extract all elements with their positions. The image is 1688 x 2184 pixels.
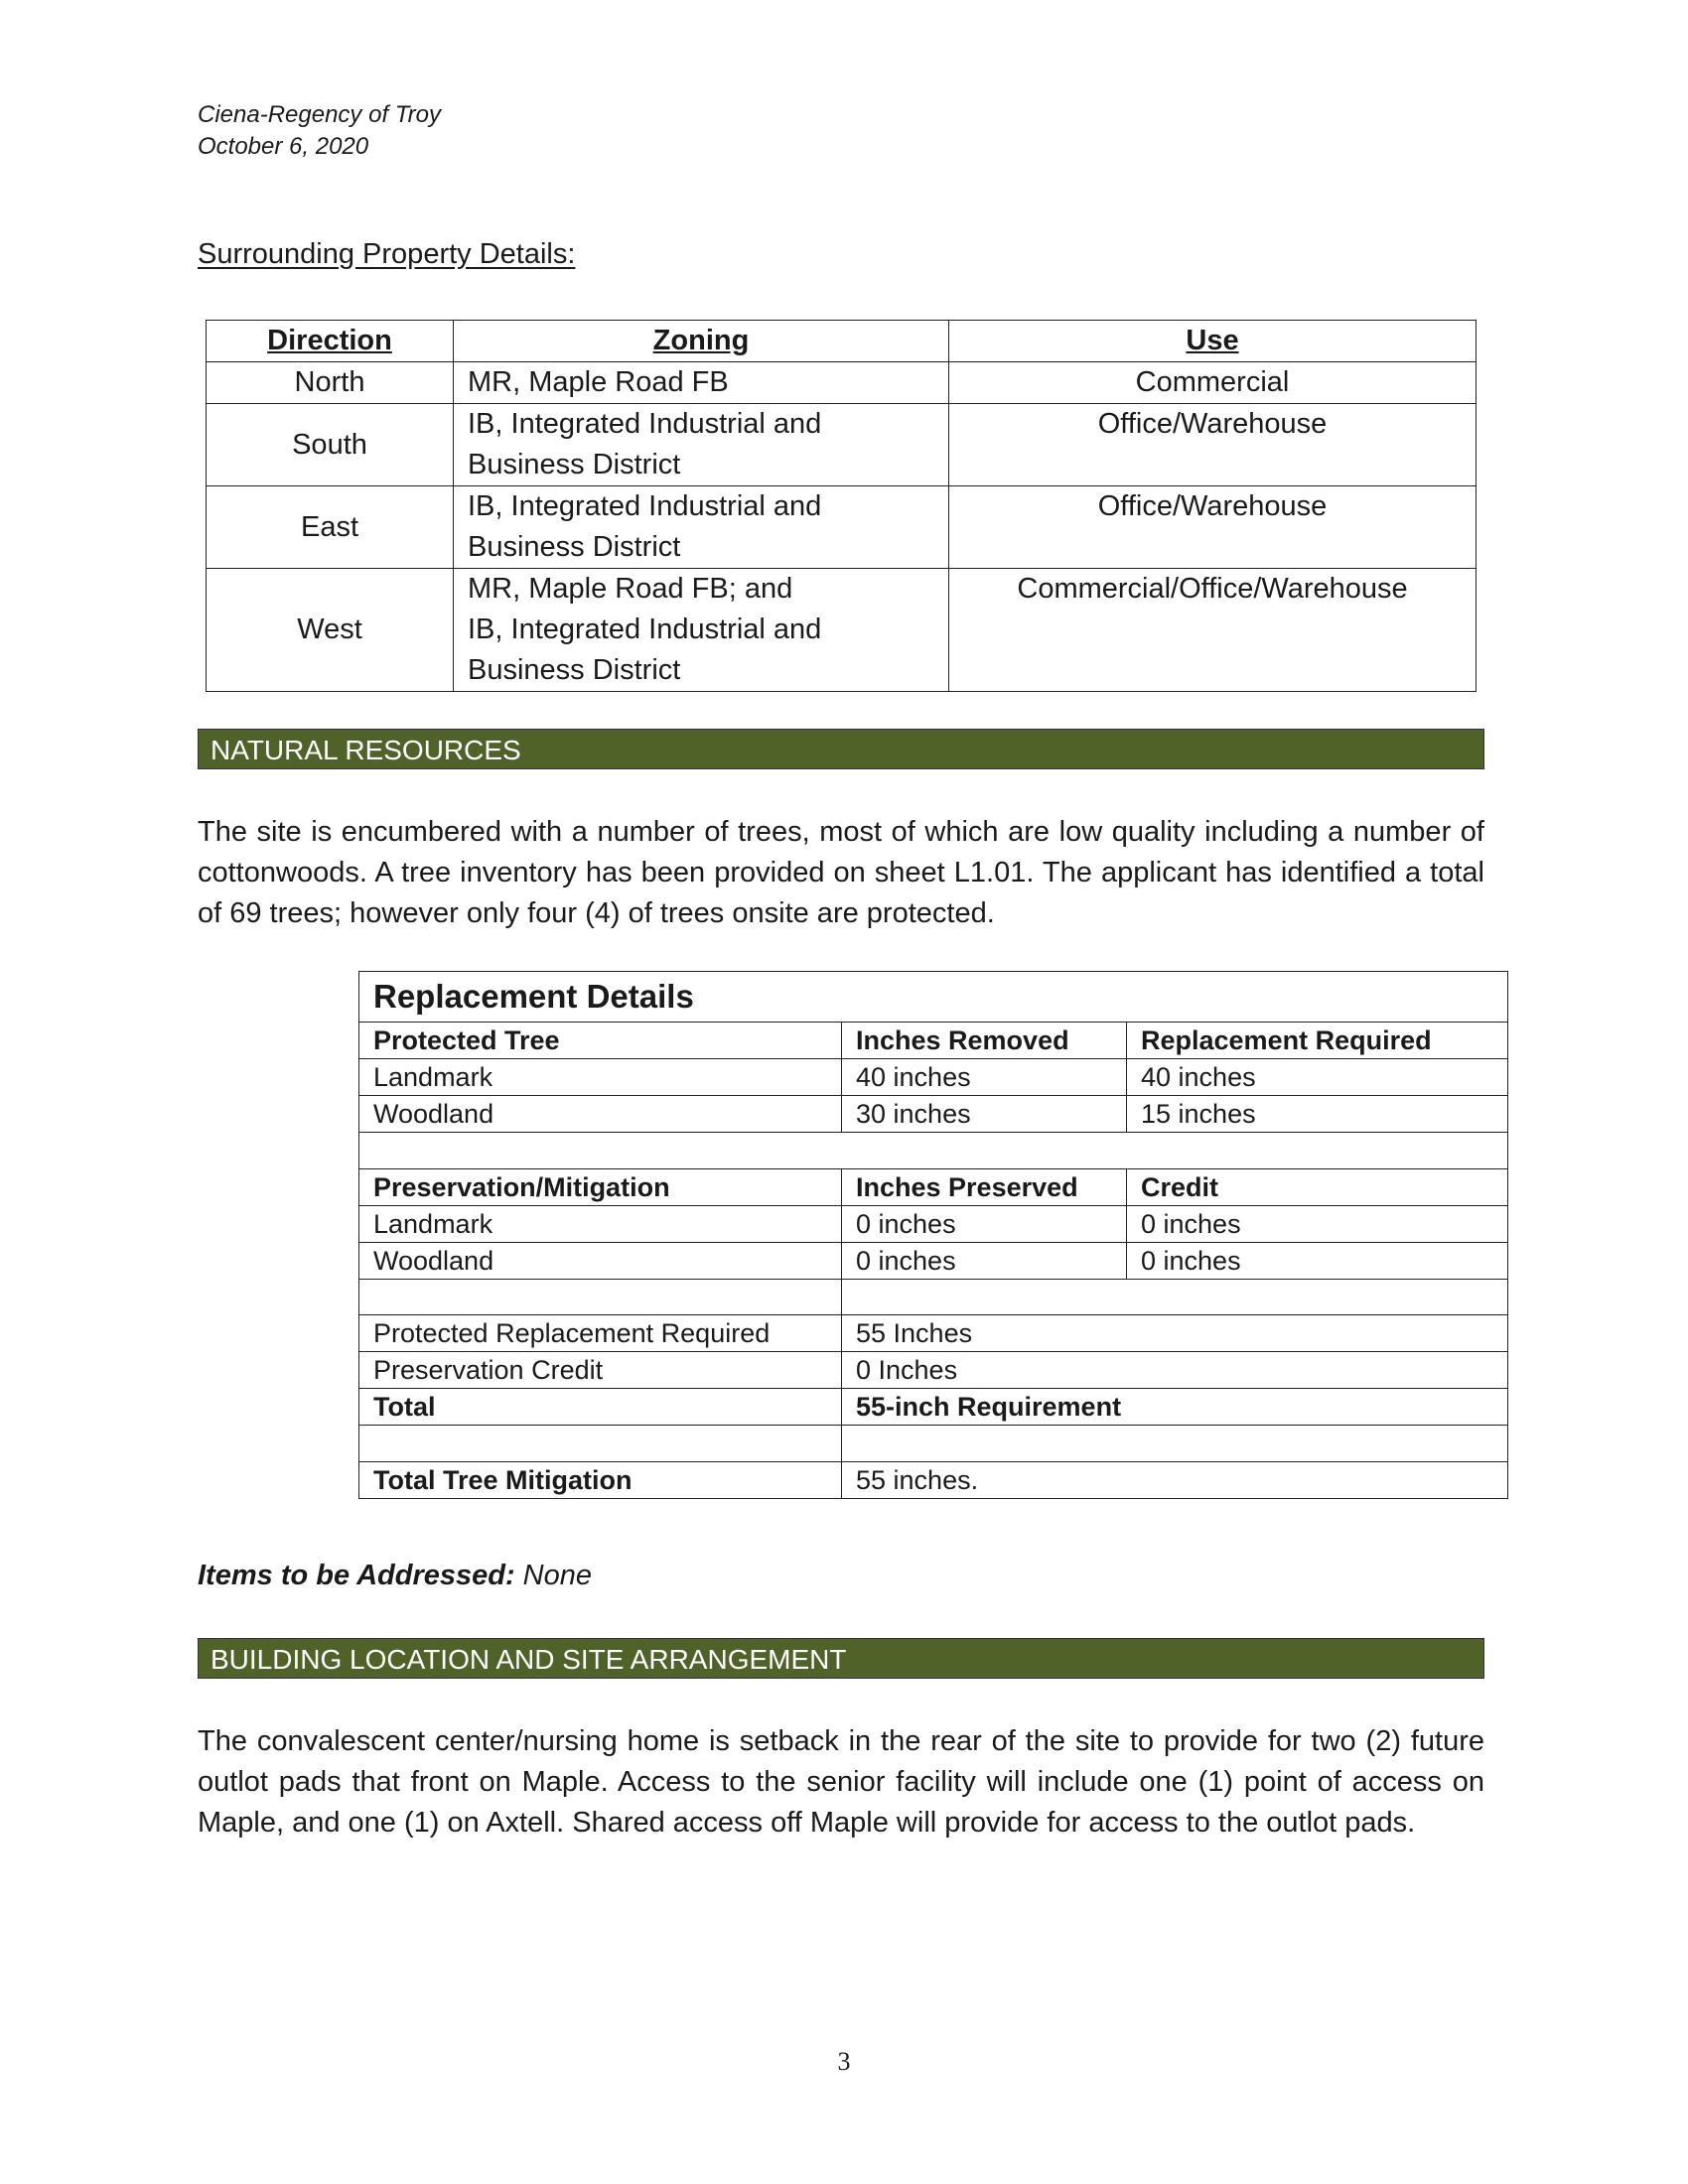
table-row (207, 486, 1477, 569)
tree-type-cell: Woodland (359, 1242, 842, 1279)
table-row (207, 362, 1477, 404)
tree-type-cell: Woodland (359, 1096, 842, 1133)
spacer-cell (359, 1133, 1508, 1169)
table-header-row (359, 1023, 1508, 1059)
tree-type-cell: Landmark (359, 1205, 842, 1242)
zoning-line: MR, Maple Road FB; and (468, 573, 793, 605)
zoning-line: IB, Integrated Industrial and (468, 408, 822, 440)
spacer-cell (842, 1279, 1508, 1315)
table-row (359, 1205, 1508, 1242)
zoning-cell (454, 569, 949, 692)
zoning-cell (454, 404, 949, 486)
table-row (207, 404, 1477, 486)
header-inches-removed: Inches Removed (842, 1023, 1127, 1059)
summary-value: 55 Inches (842, 1315, 1508, 1352)
table-row (359, 1059, 1508, 1096)
zoning-line: Business District (468, 449, 681, 480)
spacer-row (359, 1133, 1508, 1169)
zoning-line: Business District (468, 531, 681, 563)
table-header-row (207, 321, 1477, 362)
replacement-required-cell: 40 inches (1127, 1059, 1508, 1096)
summary-label: Preservation Credit (359, 1352, 842, 1389)
spacer-row (359, 1279, 1508, 1315)
header-inches-preserved: Inches Preserved (842, 1168, 1127, 1205)
spacer-cell (359, 1279, 842, 1315)
replacement-required-cell: 15 inches (1127, 1096, 1508, 1133)
spacer-cell (842, 1426, 1508, 1462)
direction-cell: West (207, 569, 454, 692)
header-preservation: Preservation/Mitigation (359, 1168, 842, 1205)
natural-resources-heading: NATURAL RESOURCES (198, 729, 1484, 769)
building-location-heading: BUILDING LOCATION AND SITE ARRANGEMENT (198, 1638, 1484, 1679)
summary-value: 0 Inches (842, 1352, 1508, 1389)
use-cell: Office/Warehouse (949, 404, 1477, 486)
table-row (359, 1352, 1508, 1389)
zoning-cell (454, 362, 949, 404)
items-label: Items to be Addressed: (198, 1560, 515, 1591)
total-value: 55-inch Requirement (842, 1389, 1508, 1426)
zoning-line: IB, Integrated Industrial and (468, 490, 822, 522)
table-row (359, 1461, 1508, 1498)
use-cell: Office/Warehouse (949, 486, 1477, 569)
header-replacement-required: Replacement Required (1127, 1023, 1508, 1059)
building-location-paragraph: The convalescent center/nursing home is setback in the rear of the site to provide for two (2) future outlot pads that front on Maple. Access to the senior facility will include one (1) point of access on Maple, and one (1) on Axtell. Shared access off Maple will provide for access to the outlot pads. (198, 1725, 1484, 1839)
table-caption-row (359, 972, 1508, 1023)
surrounding-property-table (206, 320, 1477, 692)
header-project: Ciena-Regency of Troy (198, 101, 441, 128)
table-row (359, 1096, 1508, 1133)
zoning-line: MR, Maple Road FB (468, 366, 729, 398)
header-direction: Direction (207, 321, 454, 362)
table-row (359, 1315, 1508, 1352)
total-label: Total (359, 1389, 842, 1426)
direction-cell: North (207, 362, 454, 404)
spacer-row (359, 1426, 1508, 1462)
natural-resources-paragraph: The site is encumbered with a number of trees, most of which are low quality including a number of cottonwoods. A tree inventory has been provided on sheet L1.01. The applicant has identified a total of 69 trees; however only four (4) of trees onsite are protected. (198, 816, 1484, 929)
use-cell: Commercial/Office/Warehouse (949, 569, 1477, 692)
direction-cell: East (207, 486, 454, 569)
header-date: October 6, 2020 (198, 133, 369, 160)
table-row (359, 1389, 1508, 1426)
table-row (359, 1242, 1508, 1279)
surrounding-title: Surrounding Property Details: (198, 238, 576, 270)
table-row (207, 569, 1477, 692)
zoning-line: Business District (468, 654, 681, 686)
inches-removed-cell: 40 inches (842, 1059, 1127, 1096)
summary-label: Protected Replacement Required (359, 1315, 842, 1352)
credit-cell: 0 inches (1127, 1205, 1508, 1242)
header-use: Use (949, 321, 1477, 362)
header-protected-tree: Protected Tree (359, 1023, 842, 1059)
credit-cell: 0 inches (1127, 1242, 1508, 1279)
mitigation-label: Total Tree Mitigation (359, 1461, 842, 1498)
replacement-details-table (358, 971, 1508, 1499)
table-header-row (359, 1168, 1508, 1205)
spacer-cell (359, 1426, 842, 1462)
mitigation-value: 55 inches. (842, 1461, 1508, 1498)
use-cell: Commercial (949, 362, 1477, 404)
tree-type-cell: Landmark (359, 1059, 842, 1096)
inches-removed-cell: 30 inches (842, 1096, 1127, 1133)
items-value: None (514, 1560, 592, 1591)
inches-preserved-cell: 0 inches (842, 1242, 1127, 1279)
replacement-title: Replacement Details (359, 972, 1508, 1023)
zoning-cell (454, 486, 949, 569)
zoning-line: IB, Integrated Industrial and (468, 614, 822, 645)
items-to-be-addressed (198, 1560, 592, 1592)
header-credit: Credit (1127, 1168, 1508, 1205)
page-number: 3 (837, 2047, 851, 2076)
header-zoning: Zoning (454, 321, 949, 362)
direction-cell: South (207, 404, 454, 486)
inches-preserved-cell: 0 inches (842, 1205, 1127, 1242)
